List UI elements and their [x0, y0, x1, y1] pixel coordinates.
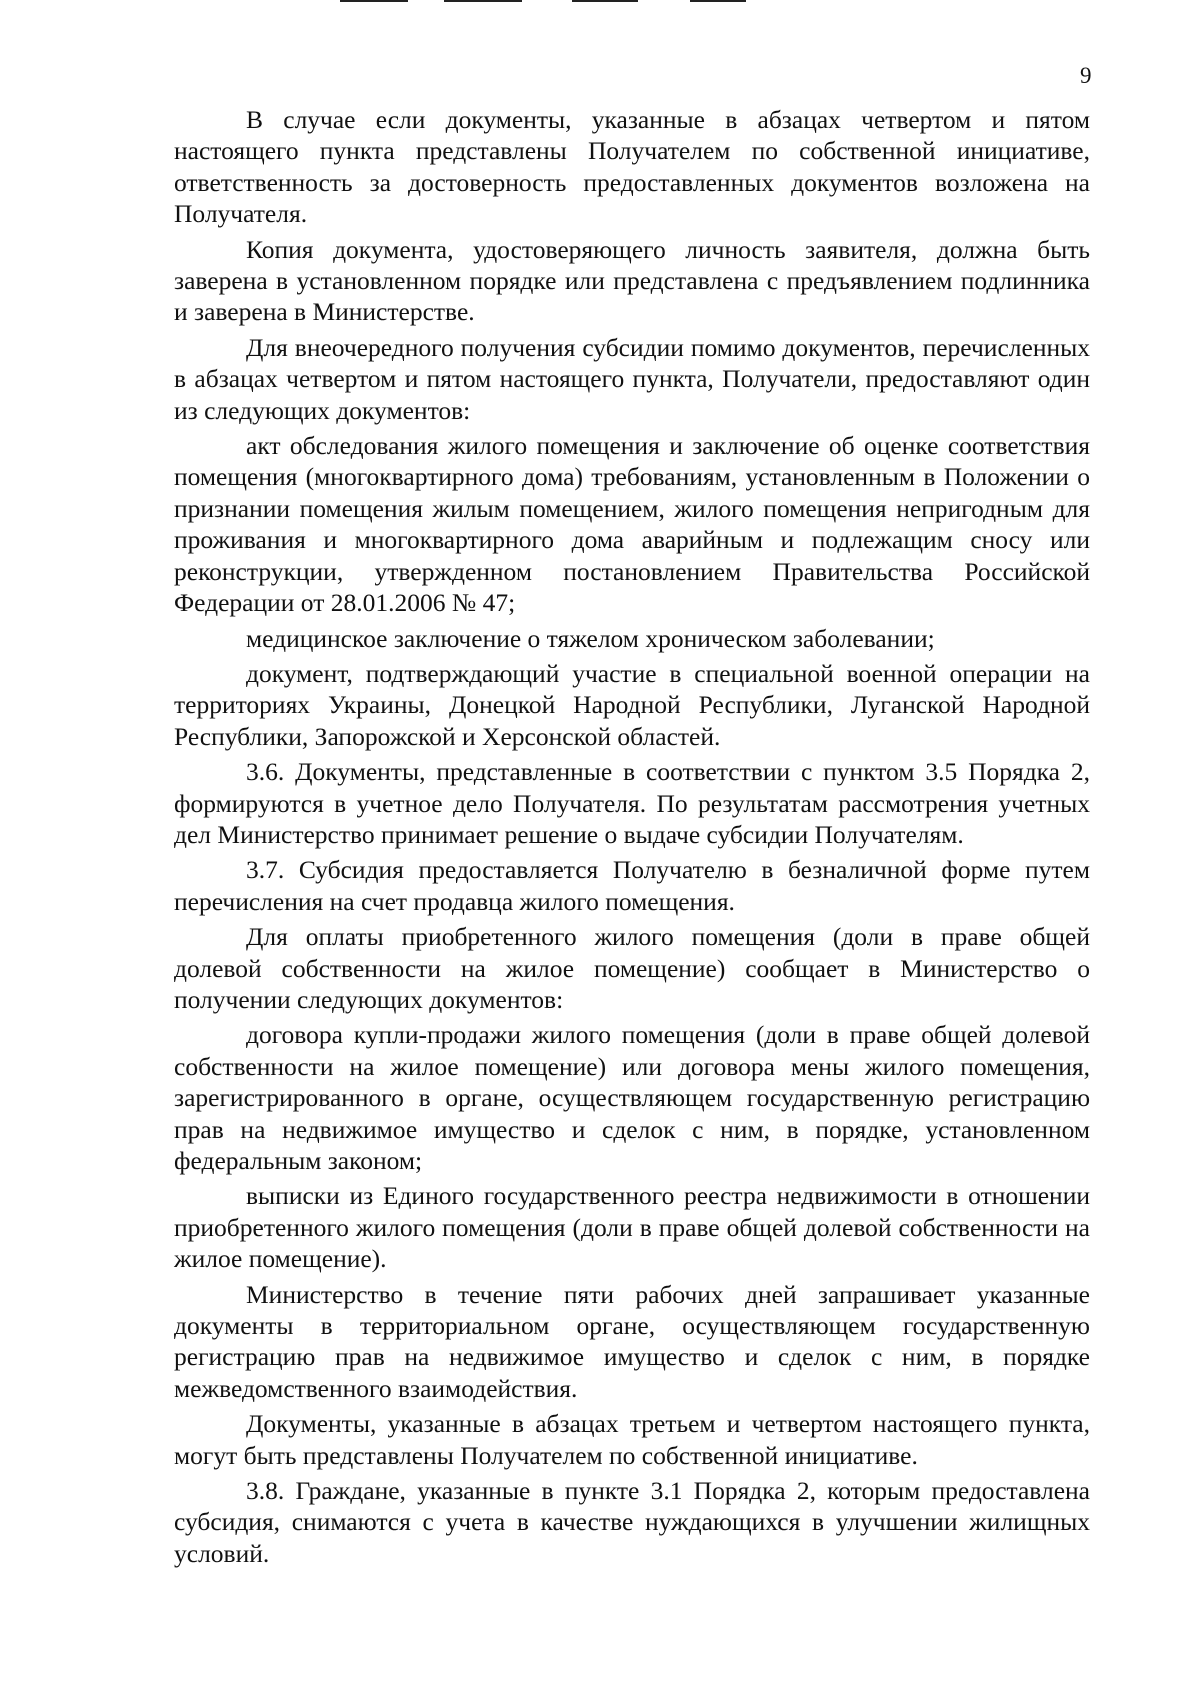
- paragraph: Для внеочередного получения субсидии помимо документов, перечисленных в абзацах четвертом и пятом настоящего пункта, Получатели, предоставляют один из следующих документов:: [174, 332, 1090, 425]
- document-body: [174, 104, 1090, 1569]
- paragraph: медицинское заключение о тяжелом хроническом заболевании;: [246, 623, 935, 653]
- paragraph: выписки из Единого государственного реестра недвижимости в отношении приобретенного жилого помещения (доли в праве общей долевой собственности на жилое помещение).: [174, 1181, 1090, 1274]
- page-number: 9: [1080, 63, 1092, 88]
- top-edge-mark: [690, 0, 746, 2]
- paragraph: В случае если документы, указанные в абзацах четвертом и пятом настоящего пункта представлены Получателем по собственной инициативе, ответственность за достоверность предоставленных документов возложена на Получателя.: [174, 105, 1090, 229]
- paragraph: договора купли-продажи жилого помещения (доли в праве общей долевой собственности на жилое помещение) или договора мены жилого помещения, зарегистрированного в органе, осуществляющем государственную регистрацию прав на недвижимое имущество и сделок с ним, в порядке, установленном федеральным законом;: [174, 1020, 1090, 1175]
- paragraph: 3.7. Субсидия предоставляется Получателю в безналичной форме путем перечисления на счет продавца жилого помещения.: [174, 855, 1090, 916]
- paragraph: Документы, указанные в абзацах третьем и четвертом настоящего пункта, могут быть представлены Получателем по собственной инициативе.: [174, 1409, 1090, 1470]
- paragraph: акт обследования жилого помещения и заключение об оценке соответствия помещения (многоквартирного дома) требованиям, установленным в Положении о признании помещения жилым помещением, жилого помещения непригодным для проживания и многоквартирного дома аварийным и подлежащим сносу или реконструкции, утвержденном постановлением Правительства Российской Федерации от 28.01.2006 № 47;: [174, 431, 1090, 618]
- top-edge-mark: [572, 0, 638, 2]
- paragraph: Для оплаты приобретенного жилого помещения (доли в праве общей долевой собственности на жилое помещение) сообщает в Министерство о получении следующих документов:: [174, 922, 1090, 1014]
- top-edge-mark: [340, 0, 408, 2]
- top-edge-mark: [444, 0, 522, 2]
- top-edge-marks: [340, 0, 780, 4]
- paragraph: 3.6. Документы, представленные в соответствии с пунктом 3.5 Порядка 2, формируются в учетное дело Получателя. По результатам рассмотрения учетных дел Министерство принимает решение о выдаче субсидии Получателям.: [174, 757, 1090, 849]
- paragraph: 3.8. Граждане, указанные в пункте 3.1 Порядка 2, которым предоставлена субсидия, снимаются с учета в качестве нуждающихся в улучшении жилищных условий.: [174, 1476, 1090, 1568]
- paragraph: Министерство в течение пяти рабочих дней запрашивает указанные документы в территориальном органе, осуществляющем государственную регистрацию прав на недвижимое имущество и сделок с ним, в порядке межведомственного взаимодействия.: [174, 1279, 1090, 1403]
- paragraph: Копия документа, удостоверяющего личность заявителя, должна быть заверена в установленном порядке или представлена с предъявлением подлинника и заверена в Министерстве.: [174, 234, 1090, 327]
- paragraph: документ, подтверждающий участие в специальной военной операции на территориях Украины, Донецкой Народной Республики, Луганской Народной Республики, Запорожской и Херсонской областей.: [174, 658, 1090, 751]
